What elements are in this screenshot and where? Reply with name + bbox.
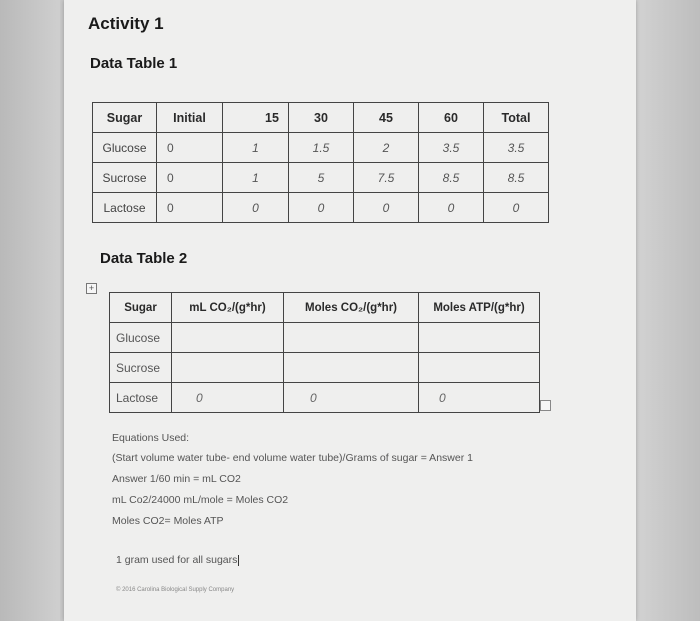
sugar-cell[interactable]: Lactose [110,383,172,413]
header-cell[interactable]: Initial [157,103,223,133]
value-cell[interactable]: 7.5 [354,163,419,193]
value-cell[interactable]: 1 [223,163,289,193]
value-cell[interactable]: 1.5 [289,133,354,163]
value-cell[interactable] [419,323,540,353]
value-cell[interactable]: 0 [157,193,223,223]
data-table-2[interactable] [109,292,540,413]
value-cell[interactable]: 3.5 [419,133,484,163]
data-table-1[interactable] [92,102,549,223]
header-cell[interactable]: 30 [289,103,354,133]
sugar-cell[interactable]: Glucose [110,323,172,353]
value-cell[interactable] [284,353,419,383]
table-header-row [110,293,540,323]
table-row [110,383,540,413]
activity-title: Activity 1 [88,14,164,33]
value-cell[interactable] [419,353,540,383]
value-cell[interactable]: 8.5 [484,163,549,193]
table-resize-handle[interactable] [540,400,551,411]
equations-heading: Equations Used: [112,432,190,444]
value-cell[interactable] [172,323,284,353]
document-page [64,0,636,621]
header-cell[interactable]: Total [484,103,549,133]
sugar-cell[interactable]: Glucose [93,133,157,163]
value-cell[interactable]: 5 [289,163,354,193]
value-cell[interactable] [172,353,284,383]
value-cell[interactable]: 0 [289,193,354,223]
equation-line: Answer 1/60 min = mL CO2 [112,473,241,485]
value-cell[interactable]: 0 [354,193,419,223]
header-cell[interactable]: 60 [419,103,484,133]
text-cursor [238,555,239,566]
note-text: 1 gram used for all sugars [116,554,238,566]
table2-title: Data Table 2 [100,250,188,267]
value-cell[interactable]: 0 [157,133,223,163]
table-row [110,353,540,383]
header-cell[interactable]: Moles CO₂/(g*hr) [284,293,419,323]
value-cell[interactable]: 0 [419,193,484,223]
header-cell[interactable]: Sugar [110,293,172,323]
value-cell[interactable] [284,323,419,353]
equation-line: Moles CO2= Moles ATP [112,515,224,527]
header-cell[interactable]: 15 [223,103,289,133]
background-left [0,0,60,621]
table-row [110,323,540,353]
header-cell[interactable]: Sugar [93,103,157,133]
value-cell[interactable]: 0 [157,163,223,193]
background-right [630,0,700,621]
value-cell[interactable]: 0 [419,383,540,413]
value-cell[interactable]: 0 [172,383,284,413]
value-cell[interactable]: 0 [284,383,419,413]
copyright-text: © 2016 Carolina Biological Supply Company [116,587,235,593]
header-cell[interactable]: 45 [354,103,419,133]
table-row [93,133,549,163]
value-cell[interactable]: 0 [484,193,549,223]
sugar-cell[interactable]: Sucrose [93,163,157,193]
value-cell[interactable]: 0 [223,193,289,223]
table-row [93,163,549,193]
value-cell[interactable]: 2 [354,133,419,163]
equation-line: mL Co2/24000 mL/mole = Moles CO2 [112,494,289,506]
table-move-handle[interactable]: + [86,283,97,294]
value-cell[interactable]: 1 [223,133,289,163]
table1-title: Data Table 1 [90,55,178,72]
sugar-cell[interactable]: Sucrose [110,353,172,383]
header-cell[interactable]: Moles ATP/(g*hr) [419,293,540,323]
equation-line: (Start volume water tube- end volume water tube)/Grams of sugar = Answer 1 [112,452,473,464]
note-text-line[interactable] [116,554,239,566]
sugar-cell[interactable]: Lactose [93,193,157,223]
header-cell[interactable]: mL CO₂/(g*hr) [172,293,284,323]
value-cell[interactable]: 8.5 [419,163,484,193]
value-cell[interactable]: 3.5 [484,133,549,163]
table-header-row [93,103,549,133]
table-row [93,193,549,223]
